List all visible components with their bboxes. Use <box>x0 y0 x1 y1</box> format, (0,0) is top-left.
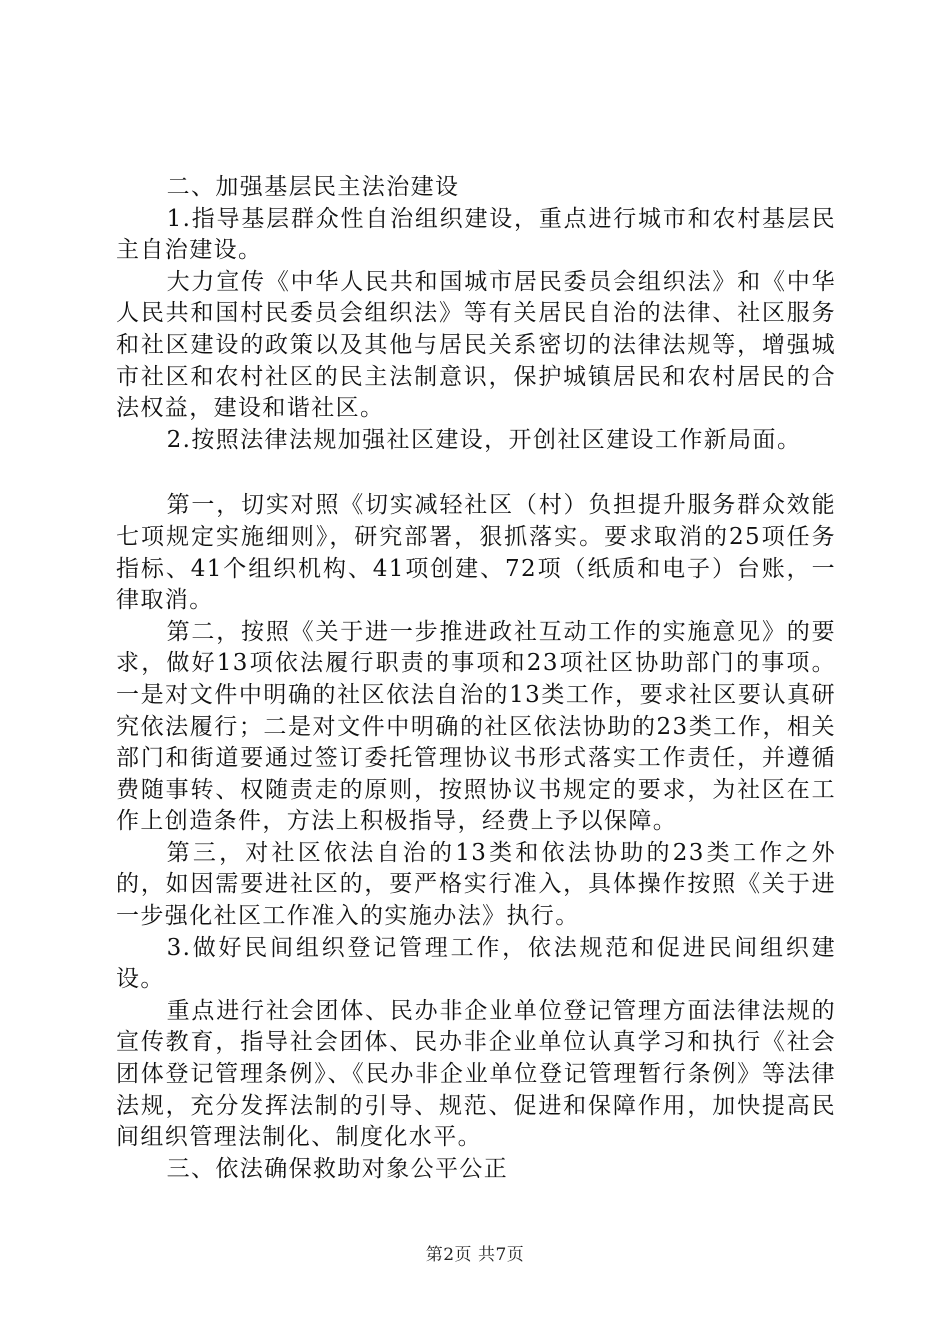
section-heading-2: 二、加强基层民主法治建设 <box>166 174 460 200</box>
body-paragraph: 第二，按照《关于进一步推进政社互动工作的实施意见》的要求，做好13项依法履行职责的事项和23项社区协助部门的事项。一是对文件中明确的社区依法自治的13类工作，要求社区要认真研究依法履行；二是对文件中明确的社区依法协助的23类工作，相关部门和街道要通过签订委托管理协议书形式落实工作责任，并遵循费随事转、权随责走的原则，按照协议书规定的要求，为社区在工作上创造条件，方法上积极指导，经费上予以保障。 <box>116 618 836 835</box>
body-paragraph: 大力宣传《中华人民共和国城市居民委员会组织法》和《中华人民共和国村民委员会组织法》等有关居民自治的法律、社区服务和社区建设的政策以及其他与居民关系密切的法律法规等，增强城市社区和农村社区的民主法制意识，保护城镇居民和农村居民的合法权益，建设和谐社区。 <box>116 268 836 422</box>
body-paragraph: 重点进行社会团体、民办非企业单位登记管理方面法律法规的宣传教育，指导社会团体、民办非企业单位认真学习和执行《社会团体登记管理条例》、《民办非企业单位登记管理暂行条例》等法律法规，充分发挥法制的引导、规范、促进和保障作用，加快提高民间组织管理法制化、制度化水平。 <box>116 997 836 1151</box>
subsection-heading-1: 1.指导基层群众性自治组织建设，重点进行城市和农村基层民主自治建设。 <box>116 205 836 264</box>
section-heading-3: 三、依法确保救助对象公平公正 <box>166 1155 509 1182</box>
body-paragraph: 第一，切实对照《切实减轻社区（村）负担提升服务群众效能七项规定实施细则》，研究部署，狠抓落实。要求取消的25项任务指标、41个组织机构、41项创建、72项（纸质和电子）台账，一律取消。 <box>116 492 836 614</box>
subsection-heading-2: 2.按照法律法规加强社区建设，开创社区建设工作新局面。 <box>166 426 802 453</box>
body-paragraph: 第三，对社区依法自治的13类和依法协助的23类工作之外的，如因需要进社区的，要严格实行准入，具体操作按照《关于进一步强化社区工作准入的实施办法》执行。 <box>116 839 836 930</box>
subsection-heading-3: 3.做好民间组织登记管理工作，依法规范和促进民间组织建设。 <box>116 934 836 993</box>
document-body <box>116 172 836 1185</box>
page-footer: 第2页 共7页 <box>425 1245 525 1265</box>
